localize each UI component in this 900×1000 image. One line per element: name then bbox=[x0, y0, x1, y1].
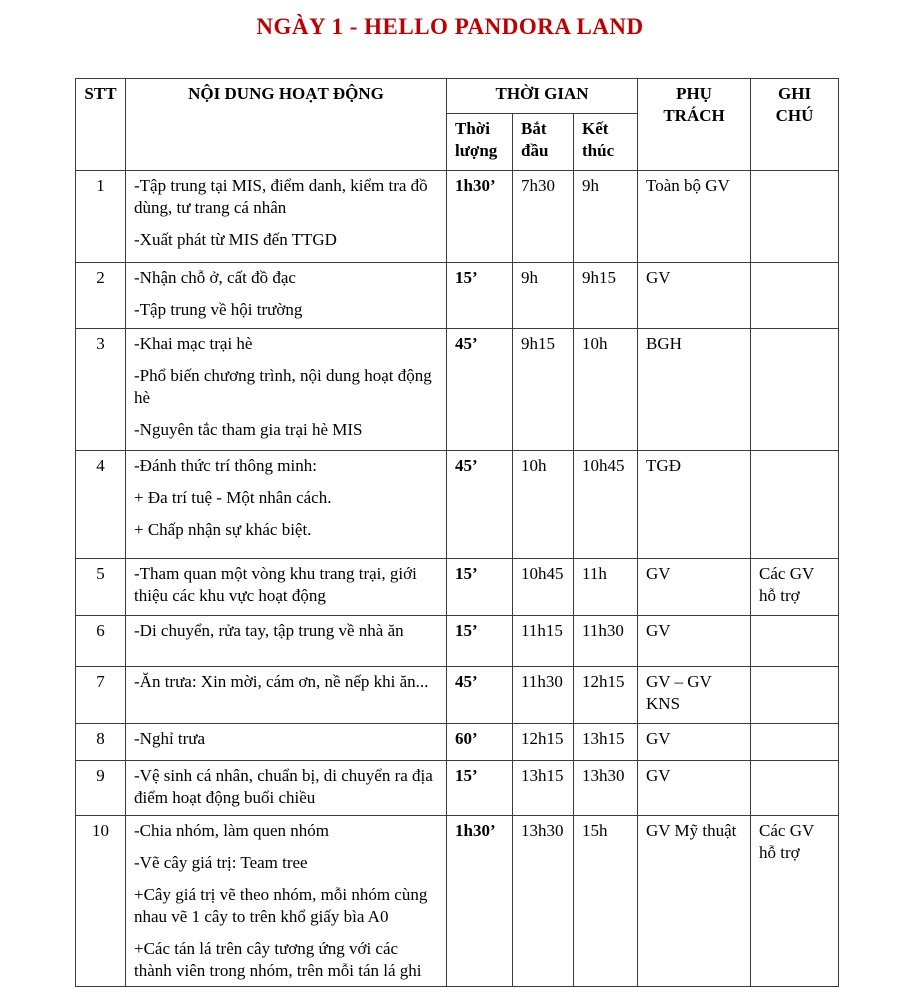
activity-paragraph: -Vẽ cây giá trị: Team tree bbox=[134, 853, 308, 872]
activity-paragraph: -Khai mạc trại hè bbox=[134, 334, 253, 353]
cell-start: 11h15 bbox=[513, 616, 574, 667]
activity-paragraph: -Tập trung tại MIS, điểm danh, kiểm tra đồ dùng, tư trang cá nhân bbox=[134, 176, 428, 217]
table-row bbox=[76, 451, 839, 559]
cell-notes bbox=[751, 761, 839, 816]
cell-in-charge: GV – GV KNS bbox=[638, 667, 751, 724]
cell-start: 12h15 bbox=[513, 724, 574, 761]
activity-paragraph: +Các tán lá trên cây tương ứng với các thành viên trong nhóm, trên mỗi tán lá ghi bbox=[134, 939, 422, 980]
cell-notes bbox=[751, 451, 839, 559]
activity-paragraph: -Phổ biến chương trình, nội dung hoạt động hè bbox=[134, 366, 432, 407]
cell-end: 12h15 bbox=[574, 667, 638, 724]
cell-content bbox=[126, 559, 447, 616]
cell-start: 7h30 bbox=[513, 171, 574, 263]
cell-end: 13h15 bbox=[574, 724, 638, 761]
cell-content bbox=[126, 171, 447, 263]
cell-stt: 4 bbox=[76, 451, 126, 559]
cell-end: 15h bbox=[574, 816, 638, 987]
cell-notes bbox=[751, 329, 839, 451]
cell-stt: 5 bbox=[76, 559, 126, 616]
table-row bbox=[76, 724, 839, 761]
cell-end: 13h30 bbox=[574, 761, 638, 816]
activity-paragraph: -Xuất phát từ MIS đến TTGD bbox=[134, 230, 337, 249]
table-row bbox=[76, 816, 839, 987]
page-title: NGÀY 1 - HELLO PANDORA LAND bbox=[256, 14, 644, 39]
cell-duration: 1h30’ bbox=[447, 816, 513, 987]
activity-paragraph: -Ăn trưa: Xin mời, cám ơn, nề nếp khi ăn... bbox=[134, 672, 429, 691]
header-start: Bắt đầu bbox=[513, 114, 574, 171]
cell-stt: 10 bbox=[76, 816, 126, 987]
cell-start: 10h45 bbox=[513, 559, 574, 616]
cell-content bbox=[126, 329, 447, 451]
cell-in-charge: GV bbox=[638, 559, 751, 616]
cell-notes bbox=[751, 724, 839, 761]
table-row bbox=[76, 616, 839, 667]
cell-end: 11h30 bbox=[574, 616, 638, 667]
activity-paragraph: -Nguyên tắc tham gia trại hè MIS bbox=[134, 420, 363, 439]
cell-stt: 8 bbox=[76, 724, 126, 761]
cell-duration: 15’ bbox=[447, 559, 513, 616]
cell-notes bbox=[751, 171, 839, 263]
cell-duration: 60’ bbox=[447, 724, 513, 761]
cell-content bbox=[126, 761, 447, 816]
cell-start: 10h bbox=[513, 451, 574, 559]
header-in-charge: PHỤ TRÁCH bbox=[638, 79, 751, 171]
cell-stt: 2 bbox=[76, 263, 126, 329]
table-row bbox=[76, 559, 839, 616]
cell-duration: 45’ bbox=[447, 451, 513, 559]
cell-notes: Các GV hỗ trợ bbox=[751, 559, 839, 616]
cell-duration: 1h30’ bbox=[447, 171, 513, 263]
cell-in-charge: GV bbox=[638, 724, 751, 761]
cell-stt: 1 bbox=[76, 171, 126, 263]
activity-paragraph: -Chia nhóm, làm quen nhóm bbox=[134, 821, 330, 840]
cell-start: 13h30 bbox=[513, 816, 574, 987]
activity-paragraph: + Đa trí tuệ - Một nhân cách. bbox=[134, 488, 332, 507]
header-content: NỘI DUNG HOẠT ĐỘNG bbox=[126, 79, 447, 171]
activity-paragraph: -Tham quan một vòng khu trang trại, giới thiệu các khu vực hoạt động bbox=[134, 564, 417, 605]
schedule-table-body bbox=[76, 171, 839, 987]
activity-paragraph: -Nhận chỗ ở, cất đồ đạc bbox=[134, 268, 296, 287]
header-stt: STT bbox=[76, 79, 126, 171]
cell-duration: 15’ bbox=[447, 761, 513, 816]
cell-content bbox=[126, 616, 447, 667]
cell-content bbox=[126, 667, 447, 724]
header-notes: GHI CHÚ bbox=[751, 79, 839, 171]
cell-end: 11h bbox=[574, 559, 638, 616]
cell-stt: 3 bbox=[76, 329, 126, 451]
cell-content bbox=[126, 724, 447, 761]
cell-end: 10h45 bbox=[574, 451, 638, 559]
cell-in-charge: Toàn bộ GV bbox=[638, 171, 751, 263]
activity-paragraph: + Chấp nhận sự khác biệt. bbox=[134, 520, 312, 539]
table-row bbox=[76, 761, 839, 816]
cell-in-charge: GV bbox=[638, 761, 751, 816]
header-end: Kết thúc bbox=[574, 114, 638, 171]
cell-stt: 9 bbox=[76, 761, 126, 816]
activity-paragraph: -Tập trung về hội trường bbox=[134, 300, 303, 319]
table-row bbox=[76, 263, 839, 329]
header-time-group: THỜI GIAN bbox=[447, 79, 638, 114]
cell-in-charge: GV Mỹ thuật bbox=[638, 816, 751, 987]
table-header bbox=[76, 79, 839, 171]
cell-in-charge: GV bbox=[638, 263, 751, 329]
cell-start: 11h30 bbox=[513, 667, 574, 724]
cell-end: 10h bbox=[574, 329, 638, 451]
cell-duration: 15’ bbox=[447, 263, 513, 329]
cell-start: 13h15 bbox=[513, 761, 574, 816]
cell-end: 9h15 bbox=[574, 263, 638, 329]
cell-start: 9h bbox=[513, 263, 574, 329]
cell-in-charge: GV bbox=[638, 616, 751, 667]
cell-stt: 7 bbox=[76, 667, 126, 724]
cell-notes: Các GV hỗ trợ bbox=[751, 816, 839, 987]
cell-notes bbox=[751, 263, 839, 329]
cell-duration: 45’ bbox=[447, 667, 513, 724]
cell-duration: 15’ bbox=[447, 616, 513, 667]
cell-end: 9h bbox=[574, 171, 638, 263]
cell-content bbox=[126, 816, 447, 987]
schedule-table bbox=[75, 78, 839, 987]
cell-content bbox=[126, 451, 447, 559]
cell-stt: 6 bbox=[76, 616, 126, 667]
cell-in-charge: BGH bbox=[638, 329, 751, 451]
table-row bbox=[76, 329, 839, 451]
table-row bbox=[76, 667, 839, 724]
cell-notes bbox=[751, 667, 839, 724]
cell-notes bbox=[751, 616, 839, 667]
cell-duration: 45’ bbox=[447, 329, 513, 451]
cell-content bbox=[126, 263, 447, 329]
cell-in-charge: TGĐ bbox=[638, 451, 751, 559]
header-duration: Thời lượng bbox=[447, 114, 513, 171]
activity-paragraph: -Vệ sinh cá nhân, chuẩn bị, di chuyển ra địa điểm hoạt động buổi chiều bbox=[134, 766, 433, 807]
table-row bbox=[76, 171, 839, 263]
cell-start: 9h15 bbox=[513, 329, 574, 451]
activity-paragraph: -Di chuyển, rửa tay, tập trung về nhà ăn bbox=[134, 621, 404, 640]
activity-paragraph: +Cây giá trị vẽ theo nhóm, mỗi nhóm cùng nhau vẽ 1 cây to trên khổ giấy bìa A0 bbox=[134, 885, 428, 926]
activity-paragraph: -Đánh thức trí thông minh: bbox=[134, 456, 317, 475]
activity-paragraph: -Nghỉ trưa bbox=[134, 729, 206, 748]
